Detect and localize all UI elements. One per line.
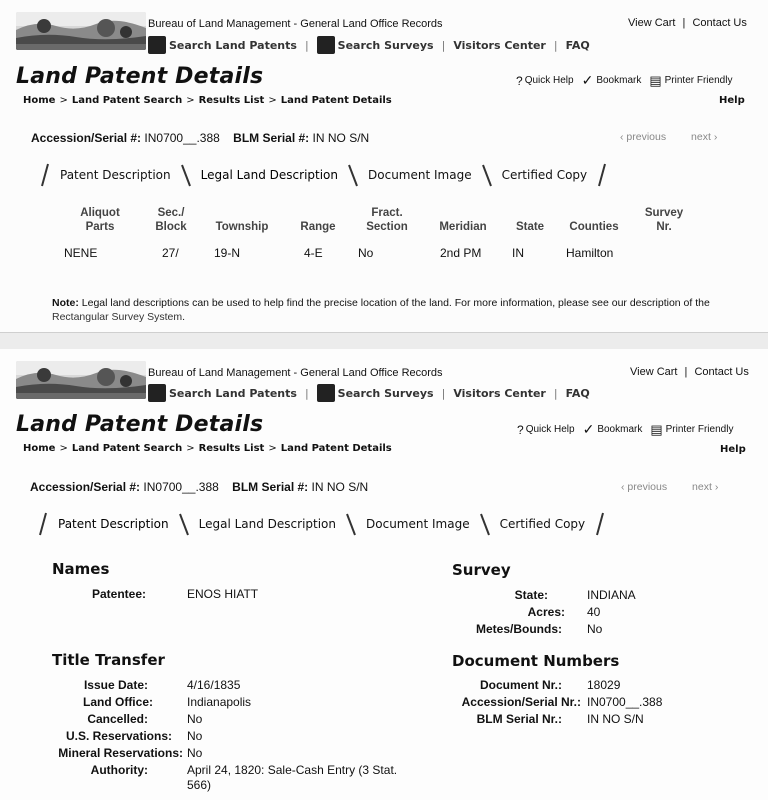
legal-land-table [58,206,696,264]
page-tools [516,72,732,89]
table-row [58,242,696,264]
patentee-label: Patentee: [91,587,146,601]
cell-sec-block: 27/ [162,246,179,260]
cell-survey-nr [632,242,696,264]
accession-serial-nr-label: Accession/Serial Nr.: [461,695,581,709]
document-numbers-heading: Document Numbers [452,652,620,670]
tab-divider [348,163,358,187]
names-heading: Names [52,560,110,578]
quick-help-link[interactable]: Quick Help [525,424,575,435]
page-title: Land Patent Details [16,64,264,89]
pager [621,481,718,493]
nav-separator: | [304,386,309,400]
blm-serial-value: IN NO S/N [311,480,369,494]
cancelled-value: No [187,712,203,726]
top-links [628,17,747,29]
screenshot-panel-legal [0,0,768,332]
help-link[interactable]: Help [720,444,746,455]
next-link[interactable]: next [692,481,712,493]
accession-label: Accession/Serial #: [31,131,142,145]
view-cart-link[interactable]: View Cart [628,17,676,29]
breadcrumb-home[interactable]: Home [23,443,56,454]
nav-search-land-patents[interactable]: Search Land Patents [169,386,297,400]
authority-value: April 24, 1820: Sale-Cash Entry (3 Stat. 566) [187,763,398,792]
accession-label: Accession/Serial #: [30,480,141,494]
document-nr-value: 18029 [587,678,621,692]
tab-divider [181,163,191,187]
previous-link[interactable]: previous [627,481,668,493]
view-cart-link[interactable]: View Cart [630,366,678,378]
note-end: . [182,311,186,323]
cancelled-label: Cancelled: [87,712,148,726]
breadcrumb-current: Land Patent Details [280,95,392,106]
chevron-right-icon: › [711,481,719,493]
contact-us-link[interactable]: Contact Us [694,366,749,378]
note-label: Note: [52,297,79,309]
breadcrumb-land-patent-search[interactable]: Land Patent Search [71,95,183,106]
breadcrumb-separator: > [59,443,68,454]
nav-separator: | [304,38,309,52]
question-icon: ? [516,73,523,88]
tab-legal-land-description[interactable]: Legal Land Description [198,517,337,531]
col-fract-section: Fract. Section [366,207,408,233]
mineral-reservations-value: No [187,746,203,760]
pager [620,131,717,143]
link-separator: | [684,366,688,378]
serial-line [30,480,368,494]
survey-state-value: INDIANA [587,588,636,602]
breadcrumb-separator: > [186,95,195,106]
breadcrumb-separator: > [59,95,68,106]
col-aliquot-parts: Aliquot Parts [80,207,120,233]
col-meridian: Meridian [439,221,487,233]
link-separator: | [682,17,686,29]
tab-document-image[interactable]: Document Image [368,168,472,182]
cell-aliquot: NENE [64,246,98,260]
tab-divider [40,163,50,187]
tab-patent-description[interactable]: Patent Description [60,168,171,182]
printer-icon: ▤ [650,421,663,437]
tab-certified-copy[interactable]: Certified Copy [499,517,586,531]
tab-divider [597,163,607,187]
land-office-value: Indianapolis [187,695,252,709]
nav-search-surveys[interactable]: Search Surveys [337,38,434,52]
accession-value: IN0700__.388 [143,480,219,494]
landscape-photo [16,12,146,50]
breadcrumb-separator: > [268,95,277,106]
cell-state: IN [512,246,524,260]
col-township: Township [215,221,269,233]
breadcrumb [23,443,392,454]
tab-legal-land-description[interactable]: Legal Land Description [200,168,339,182]
survey-state-label: State: [514,588,548,602]
title-transfer-heading: Title Transfer [52,651,165,669]
nav-separator: | [441,386,446,400]
legal-table-header [58,206,696,242]
contact-us-link[interactable]: Contact Us [692,17,747,29]
mineral-reservations-label: Mineral Reservations: [58,746,183,760]
blm-serial-value: IN NO S/N [312,131,370,145]
cell-township: 19-N [214,246,241,260]
bureau-title: Bureau of Land Management - General Land Office Records [148,18,443,30]
acres-value: 40 [587,605,601,619]
breadcrumb-current: Land Patent Details [280,443,392,454]
land-office-label: Land Office: [82,695,153,709]
landscape-photo [16,361,146,399]
tab-divider [179,512,189,536]
bookmark-link[interactable]: Bookmark [596,75,642,86]
blm-serial-nr-label: BLM Serial Nr.: [476,712,562,726]
blm-serial-nr-value: IN NO S/N [587,712,644,726]
nav-separator: | [441,38,446,52]
nav-visitors-center[interactable]: Visitors Center [453,386,546,400]
breadcrumb [23,95,392,106]
chevron-left-icon: ‹ [621,481,628,493]
magnifier-icon [317,36,335,54]
tab-document-image[interactable]: Document Image [366,517,470,531]
blm-serial-label: BLM Serial #: [232,480,309,494]
tab-divider [482,163,492,187]
nav-search-surveys[interactable]: Search Surveys [337,386,434,400]
authority-label: Authority: [90,763,148,777]
breadcrumb-results-list[interactable]: Results List [198,95,265,106]
nav-separator: | [553,386,558,400]
previous-link[interactable]: previous [626,131,667,143]
breadcrumb-separator: > [186,443,195,454]
nav-separator: | [553,38,558,52]
breadcrumb-results-list[interactable]: Results List [198,443,265,454]
note-text: Legal land descriptions can be used to help find the precise location of the land. For more information, please see our description of the [78,297,710,309]
accession-serial-nr-value: IN0700__.388 [587,695,663,709]
col-survey-nr: Survey Nr. [644,207,684,233]
top-links [630,366,749,378]
tab-divider [480,512,490,536]
chevron-right-icon: › [710,131,718,143]
patentee-value: ENOS HIATT [187,587,259,601]
magnifier-icon [317,384,335,402]
nav-visitors-center[interactable]: Visitors Center [453,38,546,52]
nav-faq[interactable]: FAQ [565,386,590,400]
tab-certified-copy[interactable]: Certified Copy [501,168,588,182]
col-sec-block: Sec./ Block [155,207,187,233]
printer-icon: ▤ [649,72,662,88]
cell-meridian: 2nd PM [440,246,482,260]
checkmark-icon: ✓ [581,72,594,88]
screenshot-panel-patent [0,349,768,800]
tab-bar [38,512,605,536]
main-nav [148,36,590,54]
us-reservations-value: No [187,729,203,743]
checkmark-icon: ✓ [582,421,595,437]
issue-date-label: Issue Date: [83,678,148,692]
blm-serial-label: BLM Serial #: [233,131,310,145]
breadcrumb-home[interactable]: Home [23,95,56,106]
cell-range: 4-E [304,246,323,260]
quick-help-link[interactable]: Quick Help [524,75,574,86]
printer-friendly-link[interactable]: Printer Friendly [665,424,734,435]
metes-bounds-label: Metes/Bounds: [475,622,562,636]
magnifier-icon [148,384,166,402]
cell-fract-section: No [358,246,374,260]
tab-divider [38,512,48,536]
metes-bounds-value: No [587,622,603,636]
help-link[interactable]: Help [719,95,745,106]
col-counties: Counties [569,221,619,233]
cell-counties: Hamilton [566,246,614,260]
printer-friendly-link[interactable]: Printer Friendly [664,75,733,86]
tab-patent-description[interactable]: Patent Description [58,517,169,531]
survey-heading: Survey [452,561,511,579]
col-range: Range [300,221,336,233]
breadcrumb-separator: > [268,443,277,454]
page-tools [517,421,733,438]
acres-label: Acres: [527,605,565,619]
document-nr-label: Document Nr.: [479,678,562,692]
bureau-title: Bureau of Land Management - General Land Office Records [148,367,443,379]
tab-divider [346,512,356,536]
issue-date-value: 4/16/1835 [187,678,241,692]
main-nav [148,384,590,402]
legal-note [52,296,722,324]
accession-value: IN0700__.388 [144,131,220,145]
nav-search-land-patents[interactable]: Search Land Patents [169,38,297,52]
magnifier-icon [148,36,166,54]
rectangular-survey-link[interactable]: Rectangular Survey System [52,311,183,323]
serial-line [31,131,369,145]
bookmark-link[interactable]: Bookmark [597,424,643,435]
next-link[interactable]: next [691,131,711,143]
nav-faq[interactable]: FAQ [565,38,590,52]
us-reservations-label: U.S. Reservations: [65,729,172,743]
tab-divider [595,512,605,536]
question-icon: ? [517,422,524,437]
page-title: Land Patent Details [16,412,264,437]
col-state: State [515,221,545,233]
chevron-left-icon: ‹ [620,131,627,143]
legal-table-wrap [58,206,696,264]
breadcrumb-land-patent-search[interactable]: Land Patent Search [71,443,183,454]
tab-bar [40,163,607,187]
